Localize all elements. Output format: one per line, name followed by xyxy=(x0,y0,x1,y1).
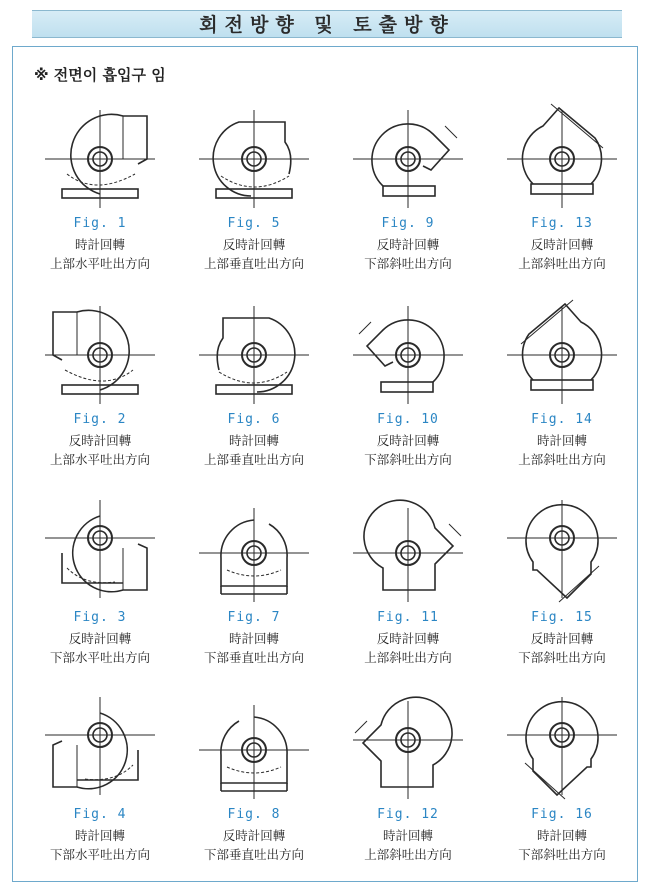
figure-cell-2 xyxy=(25,300,175,495)
inlet-note: ※ 전면이 흡입구 임 xyxy=(34,66,166,84)
figure-number: Fig. 8 xyxy=(227,807,281,822)
figure-number: Fig. 14 xyxy=(531,412,593,427)
fan-diagram-fig-5 xyxy=(199,104,309,214)
figure-cell-14 xyxy=(487,300,637,495)
figure-number: Fig. 12 xyxy=(377,807,439,822)
rotation-direction: 反時計回轉 xyxy=(530,631,594,646)
fan-diagram-fig-15 xyxy=(507,498,617,608)
rotation-direction: 時計回轉 xyxy=(74,828,125,843)
fan-diagram-fig-8 xyxy=(199,695,309,805)
figure-cell-10 xyxy=(333,300,483,495)
discharge-direction: 上部垂直吐出方向 xyxy=(203,452,304,467)
rotation-direction: 反時計回轉 xyxy=(530,237,594,252)
rotation-direction: 時計回轉 xyxy=(228,433,279,448)
rotation-direction: 反時計回轉 xyxy=(376,237,440,252)
discharge-direction: 上部斜吐出方向 xyxy=(518,452,606,467)
figure-number: Fig. 6 xyxy=(227,412,281,427)
discharge-direction: 上部水平吐出方向 xyxy=(49,452,150,467)
discharge-direction: 上部斜吐出方向 xyxy=(364,847,452,862)
discharge-direction: 下部斜吐出方向 xyxy=(518,650,606,665)
figure-number: Fig. 7 xyxy=(227,610,281,625)
figure-cell-6 xyxy=(179,300,329,495)
fan-diagram-fig-7 xyxy=(199,498,309,608)
figure-number: Fig. 4 xyxy=(73,807,127,822)
fan-diagram-fig-13 xyxy=(507,104,617,214)
figure-cell-16 xyxy=(487,695,637,890)
fan-diagram-fig-10 xyxy=(353,300,463,410)
figure-number: Fig. 13 xyxy=(531,216,593,231)
rotation-direction: 反時計回轉 xyxy=(376,433,440,448)
discharge-direction: 下部斜吐出方向 xyxy=(364,256,452,271)
rotation-direction: 時計回轉 xyxy=(536,828,587,843)
page-title: 회전방향 및 토출방향 xyxy=(199,14,455,36)
rotation-direction: 反時計回轉 xyxy=(68,433,132,448)
figure-cell-15 xyxy=(487,498,637,693)
figure-cell-8 xyxy=(179,695,329,890)
figure-cell-5 xyxy=(179,104,329,299)
figure-number: Fig. 3 xyxy=(73,610,127,625)
rotation-direction: 反時計回轉 xyxy=(222,237,286,252)
rotation-direction: 時計回轉 xyxy=(536,433,587,448)
figure-cell-3 xyxy=(25,498,175,693)
fan-diagram-fig-1 xyxy=(45,104,155,214)
discharge-direction: 下部水平吐出方向 xyxy=(49,650,150,665)
figure-number: Fig. 1 xyxy=(73,216,127,231)
rotation-direction: 時計回轉 xyxy=(382,828,433,843)
fan-diagram-fig-16 xyxy=(507,695,617,805)
fan-diagram-fig-4 xyxy=(45,695,155,805)
figure-number: Fig. 16 xyxy=(531,807,593,822)
figure-number: Fig. 11 xyxy=(377,610,439,625)
figure-cell-7 xyxy=(179,498,329,693)
discharge-direction: 下部垂直吐出方向 xyxy=(203,847,304,862)
discharge-direction: 上部水平吐出方向 xyxy=(49,256,150,271)
discharge-direction: 下部斜吐出方向 xyxy=(518,847,606,862)
fan-diagram-fig-9 xyxy=(353,104,463,214)
figure-cell-13 xyxy=(487,104,637,299)
fan-diagram-fig-14 xyxy=(507,300,617,410)
figure-cell-11 xyxy=(333,498,483,693)
figure-number: Fig. 5 xyxy=(227,216,281,231)
discharge-direction: 上部垂直吐出方向 xyxy=(203,256,304,271)
rotation-direction: 反時計回轉 xyxy=(68,631,132,646)
rotation-direction: 時計回轉 xyxy=(228,631,279,646)
rotation-direction: 時計回轉 xyxy=(74,237,125,252)
figure-cell-1 xyxy=(25,104,175,299)
discharge-direction: 下部垂直吐出方向 xyxy=(203,650,304,665)
rotation-direction: 反時計回轉 xyxy=(222,828,286,843)
discharge-direction: 下部斜吐出方向 xyxy=(364,452,452,467)
fan-diagram-fig-11 xyxy=(353,498,463,608)
figure-number: Fig. 9 xyxy=(381,216,435,231)
fan-diagram-fig-2 xyxy=(45,300,155,410)
rotation-direction: 反時計回轉 xyxy=(376,631,440,646)
fan-diagram-fig-6 xyxy=(199,300,309,410)
fan-diagram-fig-3 xyxy=(45,498,155,608)
figure-number: Fig. 15 xyxy=(531,610,593,625)
figure-cell-9 xyxy=(333,104,483,299)
figure-number: Fig. 2 xyxy=(73,412,127,427)
fan-diagram-fig-12 xyxy=(353,695,463,805)
discharge-direction: 下部水平吐出方向 xyxy=(49,847,150,862)
discharge-direction: 上部斜吐出方向 xyxy=(364,650,452,665)
figure-cell-4 xyxy=(25,695,175,890)
figure-cell-12 xyxy=(333,695,483,890)
title-band xyxy=(32,10,622,38)
discharge-direction: 上部斜吐出方向 xyxy=(518,256,606,271)
figure-number: Fig. 10 xyxy=(377,412,439,427)
